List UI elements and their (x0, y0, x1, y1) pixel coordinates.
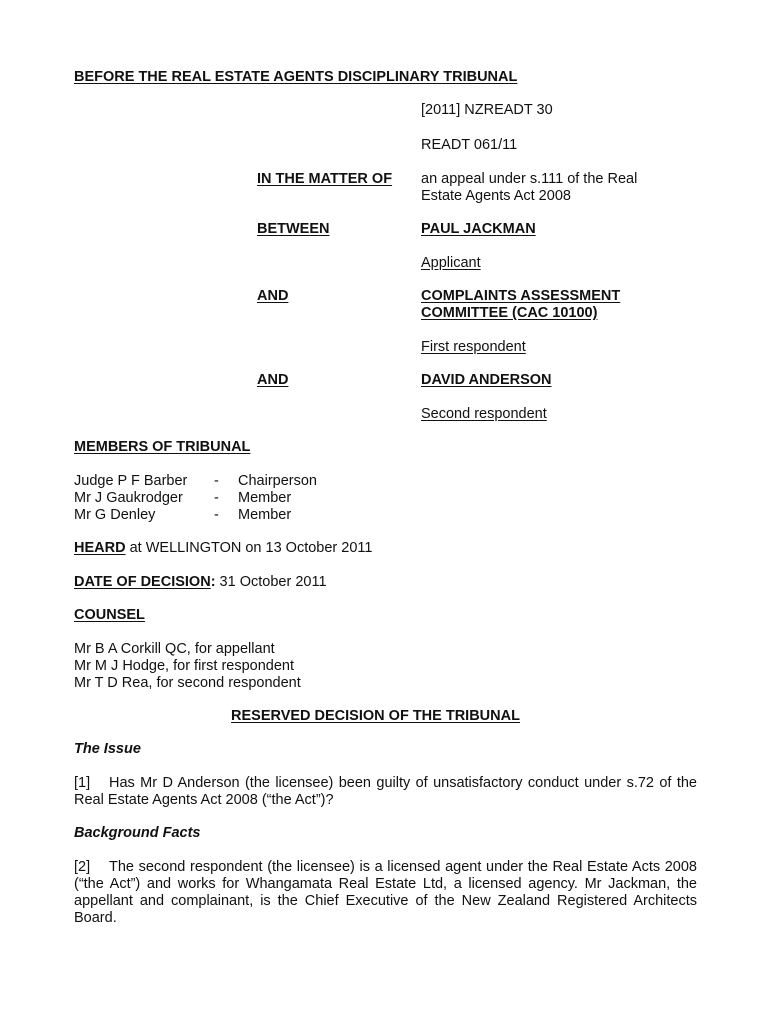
member-name: Mr J Gaukrodger (74, 490, 183, 506)
background-heading: Background Facts (74, 825, 201, 841)
counsel-line: Mr M J Hodge, for first respondent (74, 658, 294, 674)
decision-date-text: 31 October 2011 (215, 574, 327, 590)
and-label-1: AND (257, 288, 289, 304)
counsel-line: Mr T D Rea, for second respondent (74, 675, 301, 691)
decision-date-label: DATE OF DECISION (74, 574, 211, 590)
and-label-2: AND (257, 372, 289, 388)
members-heading: MEMBERS OF TRIBUNAL (74, 439, 251, 455)
tribunal-heading: BEFORE THE REAL ESTATE AGENTS DISCIPLINARY TRIBUNAL (74, 69, 518, 85)
counsel-heading: COUNSEL (74, 607, 145, 623)
paragraph-number: [2] (74, 859, 91, 875)
heard-line (74, 540, 372, 557)
member-dash: - (214, 490, 219, 506)
paragraph-text: The second respondent (the licensee) is a licensed agent under the Real Estate Acts 2008 (“the Act”) and works for Whangamata Real Estate Ltd, a licensed agency. Mr Jackman, the appellant and complainant, is the Chief Executive of the New Zealand Registered Architects Board. (74, 859, 697, 926)
paragraph-number: [1] (74, 775, 91, 791)
decision-date-line (74, 574, 327, 591)
heard-text: at WELLINGTON on 13 October 2011 (125, 540, 373, 556)
paragraph-text: Has Mr D Anderson (the licensee) been guilty of unsatisfactory conduct under s.72 of the Real Estate Agents Act 2008 (“the Act”)? (74, 775, 697, 808)
decision-date-colon: : (210, 574, 216, 590)
file-number: READT 061/11 (421, 137, 518, 153)
first-respondent-role: First respondent (421, 339, 526, 355)
member-name: Mr G Denley (74, 507, 156, 523)
matter-text-line2: Estate Agents Act 2008 (421, 188, 571, 204)
first-respondent-line2: COMMITTEE (CAC 10100) (421, 305, 598, 321)
member-role: Chairperson (238, 473, 317, 489)
applicant-name: PAUL JACKMAN (421, 221, 536, 237)
member-name: Judge P F Barber (74, 473, 188, 489)
heard-label: HEARD (74, 540, 126, 556)
member-role: Member (238, 507, 292, 523)
paragraph-1 (74, 775, 697, 809)
second-respondent-role: Second respondent (421, 406, 547, 422)
member-role: Member (238, 490, 292, 506)
paragraph-2 (74, 859, 697, 927)
second-respondent-name: DAVID ANDERSON (421, 372, 552, 388)
matter-text-line1: an appeal under s.111 of the Real (421, 171, 638, 187)
citation: [2011] NZREADT 30 (421, 102, 553, 118)
issue-heading: The Issue (74, 741, 141, 757)
member-dash: - (214, 473, 219, 489)
between-label: BETWEEN (257, 221, 330, 237)
reserved-decision-heading: RESERVED DECISION OF THE TRIBUNAL (231, 708, 520, 724)
member-dash: - (214, 507, 219, 523)
first-respondent-line1: COMPLAINTS ASSESSMENT (421, 288, 621, 304)
applicant-role: Applicant (421, 255, 481, 271)
counsel-line: Mr B A Corkill QC, for appellant (74, 641, 275, 657)
matter-label: IN THE MATTER OF (257, 171, 393, 187)
